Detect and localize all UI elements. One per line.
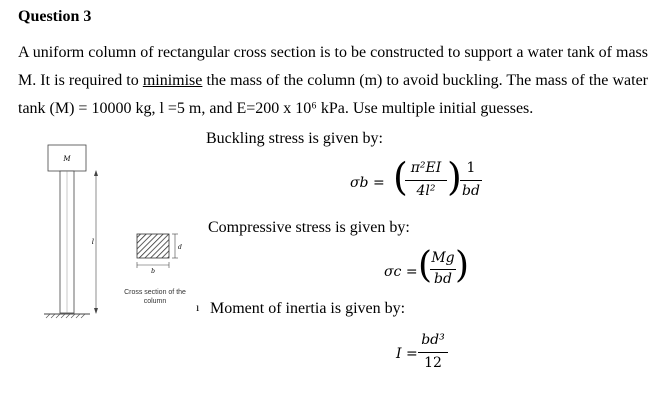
mass-label: M	[63, 155, 71, 163]
inertia-fraction-bar	[418, 352, 448, 353]
inertia-numerator: bd³	[421, 332, 445, 348]
inertia-label: Moment of inertia is given by:	[210, 300, 406, 317]
buckling-fraction-bar-2	[460, 180, 482, 181]
inertia-bullet: ı	[196, 300, 200, 314]
length-arrow-bottom	[94, 308, 98, 314]
buckling-label: Buckling stress is given by:	[206, 130, 383, 147]
buckling-numerator: π²EI	[410, 160, 442, 176]
buckling-denominator-2: bd	[462, 183, 480, 199]
compressive-label: Compressive stress is given by:	[208, 219, 410, 236]
inertia-lhs: I =	[396, 346, 418, 362]
compressive-left-paren: (	[418, 245, 433, 286]
compressive-numerator: Mg	[431, 250, 455, 266]
length-arrow-top	[94, 170, 98, 176]
problem-statement	[18, 39, 648, 123]
statement-part-1: A uniform column of rectangular cross section is to be constructed to support a water tank of mass M. It is required to	[18, 44, 648, 89]
compressive-fraction-bar	[430, 269, 456, 270]
buckling-denominator: 4l²	[416, 183, 436, 199]
buckling-numerator-2: 1	[466, 160, 476, 176]
buckling-left-paren: (	[393, 155, 408, 199]
compressive-denominator: bd	[434, 271, 452, 287]
depth-label: d	[178, 244, 182, 251]
ground-hatch	[46, 314, 85, 318]
width-label: b	[151, 268, 155, 275]
cross-section-caption: Cross section of the column	[124, 289, 186, 305]
inertia-denominator: 12	[424, 355, 442, 371]
question-heading: Question 3	[18, 8, 92, 25]
length-label: l	[91, 238, 94, 246]
statement-part-2: the mass of the column (m) to avoid buckling. The mass of the water tank (M) = 10000 kg, l =5 m, and E=200 x 10⁶ kPa. Use multiple initial guesses.	[18, 72, 648, 117]
buckling-fraction-bar	[405, 180, 447, 181]
cross-section-rect	[137, 234, 169, 258]
buckling-lhs: σb =	[350, 175, 385, 191]
buckling-right-paren: )	[447, 155, 462, 199]
statement-underlined-word: minimise	[142, 72, 203, 89]
compressive-right-paren: )	[455, 245, 470, 286]
compressive-lhs: σc =	[384, 264, 418, 280]
